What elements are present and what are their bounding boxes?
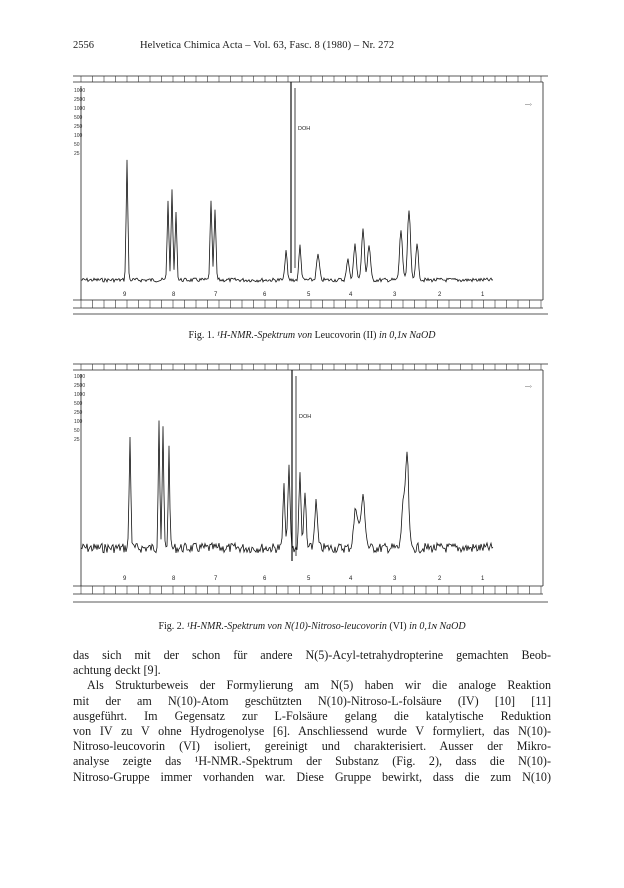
body-text [73,648,551,785]
text-line: von IV zu V ohne Hydrogenolyse [6]. Anschliessend wurde V formyliert, das N(10)- [73,724,551,739]
page-header [73,40,551,56]
ppm-tick-label: 1 [481,292,485,298]
caption-italic: ¹H-NMR.-Spektrum von [216,330,313,341]
scale-label: 25 [74,151,80,157]
text-line: analyse zeigte das ¹H-NMR.-Spektrum der Substanz (Fig. 2), dass die N(10)- [73,754,551,769]
ppm-tick-label: 7 [214,576,218,582]
ppm-tick-label: 4 [349,576,353,582]
svg-text:—›: —› [525,384,532,390]
caption-compound-id: (II) [363,330,377,341]
ppm-tick-label: 5 [307,576,311,582]
ppm-tick-label: 1 [481,576,485,582]
ppm-tick-label: 6 [263,576,267,582]
scale-label: 250 [74,410,83,416]
ppm-tick-label: 3 [393,576,397,582]
doh-label: DOH [298,126,311,132]
ppm-tick-label: 6 [263,292,267,298]
text-line: das sich mit der schon für andere N(5)-Acyl-tetrahydropterine gemachten Beob- [73,648,551,662]
figure-1-caption [0,330,624,341]
scale-label: 50 [74,428,80,434]
text-line: ausgeführt. Im Gegensatz zur L-Folsäure gelang die katalytische Reduktion [73,708,551,723]
ppm-tick-label: 9 [123,292,127,298]
caption-solvent: in 0,1ɴ NaOD [409,621,466,632]
ppm-tick-label: 5 [307,292,311,298]
paragraph-2 [73,678,551,784]
scale-label: 2500 [74,97,86,103]
caption-compound: Leucovorin [314,330,361,341]
nmr-spectrum-figure-2 [73,356,548,610]
scale-label: 2500 [74,383,86,389]
scale-label: 100 [74,419,83,425]
caption-prefix: Fig. 1. [188,330,215,341]
ppm-tick-label: 2 [438,576,442,582]
ppm-tick-label: 8 [172,292,176,298]
running-head: Helvetica Chimica Acta – Vol. 63, Fasc. 8 (1980) – Nr. 272 [140,40,395,51]
scale-label: 500 [74,115,83,121]
scale-label: 100 [74,133,83,139]
scale-label: 1000 [74,374,86,380]
text-line: mit der am N(10)-Atom geschützten N(10)-Nitroso-L-folsäure (IV) [10] [11] [73,693,551,708]
scale-label: 250 [74,124,83,130]
scale-label: 1000 [74,106,86,112]
text-line: achtung deckt [9]. [73,663,161,678]
scale-label: 25 [74,437,80,443]
nmr-spectrum-figure-1 [73,68,548,318]
svg-text:—›: —› [525,102,532,108]
scale-label: 1000 [74,392,86,398]
scale-label: 50 [74,142,80,148]
scale-label: 500 [74,401,83,407]
caption-compound-id: (VI) [389,621,407,632]
ppm-tick-label: 2 [438,292,442,298]
page-number: 2556 [73,40,94,51]
doh-label: DOH [299,414,312,420]
caption-italic: ¹H-NMR.-Spektrum von N(10)-Nitroso-leucovorin [186,621,387,632]
paragraph-1 [73,648,551,678]
scale-label: 1000 [74,88,86,94]
ppm-tick-label: 3 [393,292,397,298]
caption-prefix: Fig. 2. [158,621,185,632]
text-line: Nitroso-Gruppe immer vorhanden war. Diese Gruppe bewirkt, dass die zum N(10) [73,769,551,784]
ppm-tick-label: 9 [123,576,127,582]
text-line: Als Strukturbeweis der Formylierung am N(5) haben wir die analoge Reaktion [87,678,551,693]
ppm-tick-label: 7 [214,292,218,298]
text-line: Nitroso-leucovorin (VI) isoliert, gereinigt und charakterisiert. Ausser der Mikro- [73,739,551,754]
ppm-tick-label: 4 [349,292,353,298]
figure-2-caption [0,621,624,632]
caption-solvent: in 0,1ɴ NaOD [379,330,436,341]
ppm-tick-label: 8 [172,576,176,582]
